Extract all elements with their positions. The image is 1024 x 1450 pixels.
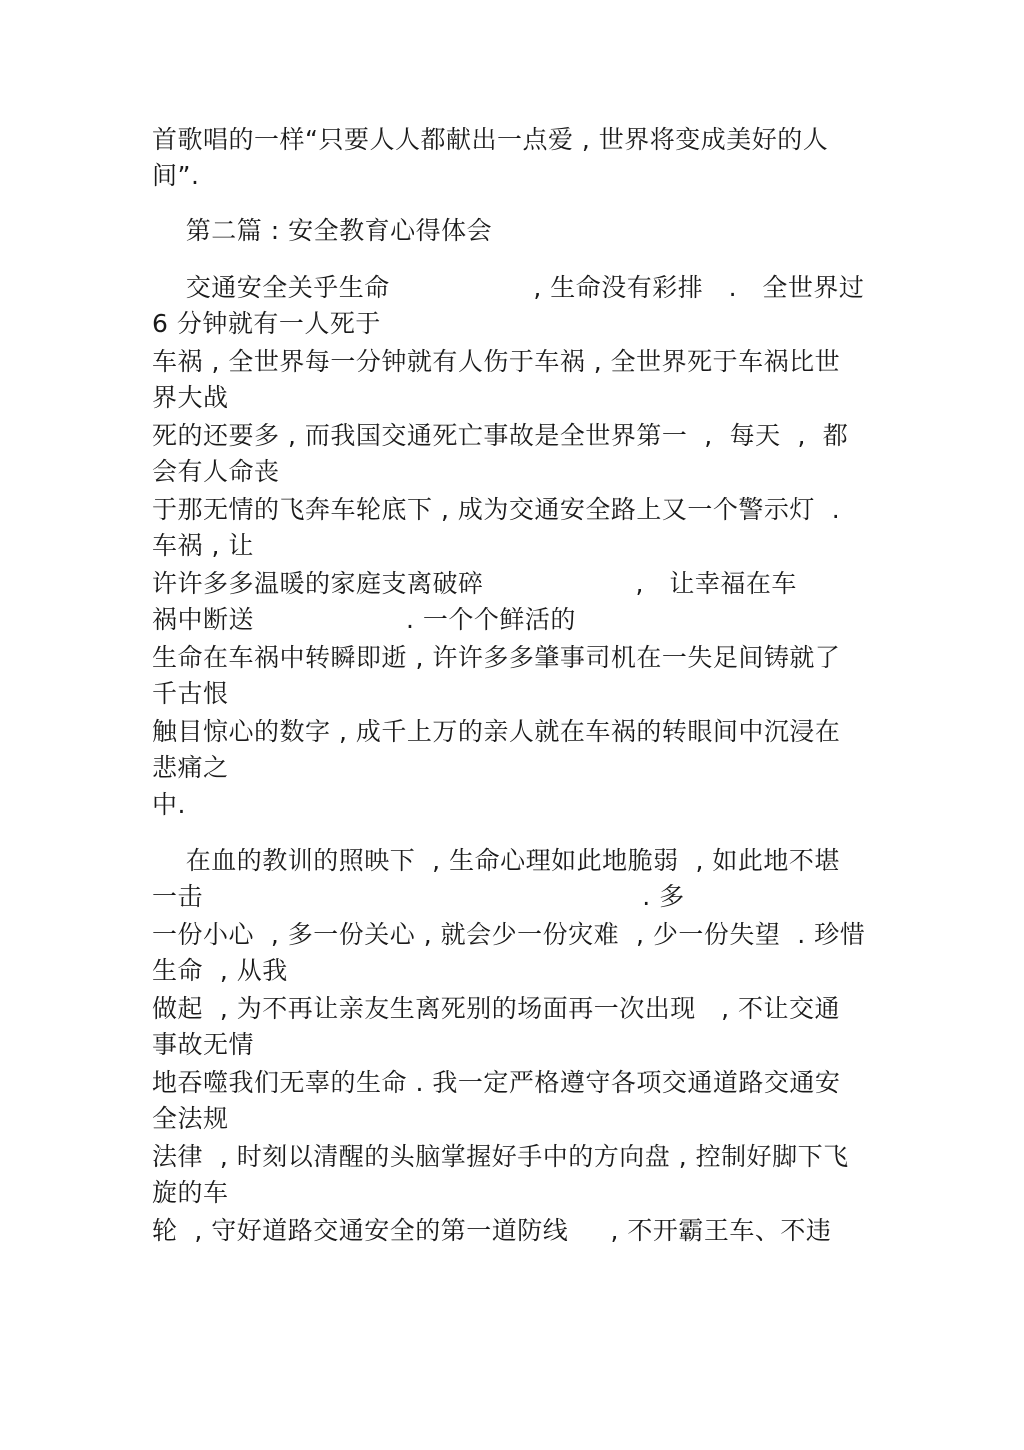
text-line: 生命 , 从我 [152,956,288,985]
text-line: 一击 . 多 [152,882,685,911]
text-line: 轮 , 守好道路交通安全的第一道防线 , 不开霸王车、不违 [152,1216,832,1245]
text-line: 旋的车 [152,1178,229,1207]
text-line: 法律 , 时刻以清醒的头脑掌握好手中的方向盘 , 控制好脚下飞 [152,1142,849,1171]
text-line: 间”. [152,161,200,190]
text-line: 在血的教训的照映下 , 生命心理如此地脆弱 , 如此地不堪 [152,846,840,875]
text-line: 一份小心 , 多一份关心 , 就会少一份灾难 , 少一份失望 . 珍惜 [152,920,866,949]
text-line: 会有人命丧 [152,457,280,486]
text-line: 车祸 , 让 [152,531,254,560]
text-line: 许许多多温暖的家庭支离破碎 , 让幸福在车 [152,569,797,598]
text-line: 界大战 [152,383,229,412]
text-line: 全法规 [152,1104,229,1133]
text-line: 做起 , 为不再让亲友生离死别的场面再一次出现 , 不让交通 [152,994,841,1023]
text-line: 中. [152,790,186,819]
text-line: 事故无情 [152,1030,255,1059]
text-line: 生命在车祸中转瞬即逝 , 许许多多肇事司机在一失足间铸就了 [152,643,841,672]
section-heading: 第二篇 : 安全教育心得体会 [152,216,493,245]
text-line: 触目惊心的数字 , 成千上万的亲人就在车祸的转眼间中沉浸在 [152,717,841,746]
text-line: 首歌唱的一样“只要人人都献出一点爱 , 世界将变成美好的人 [152,125,829,154]
text-line: 于那无情的飞奔车轮底下 , 成为交通安全路上又一个警示灯 . [152,495,841,524]
text-line: 交通安全关乎生命 , 生命没有彩排 . 全世界过 [152,273,865,302]
text-line: 6 分钟就有一人死于 [152,309,381,338]
text-line: 千古恨 [152,679,229,708]
text-line: 死的还要多 , 而我国交通死亡事故是全世界第一 , 每天 , 都 [152,421,849,450]
text-line: 车祸 , 全世界每一分钟就有人伤于车祸 , 全世界死于车祸比世 [152,347,841,376]
text-line: 地吞噬我们无辜的生命 . 我一定严格遵守各项交通道路交通安 [152,1068,841,1097]
text-line: 悲痛之 [152,753,229,782]
text-line: 祸中断送 . 一个个鲜活的 [152,605,576,634]
